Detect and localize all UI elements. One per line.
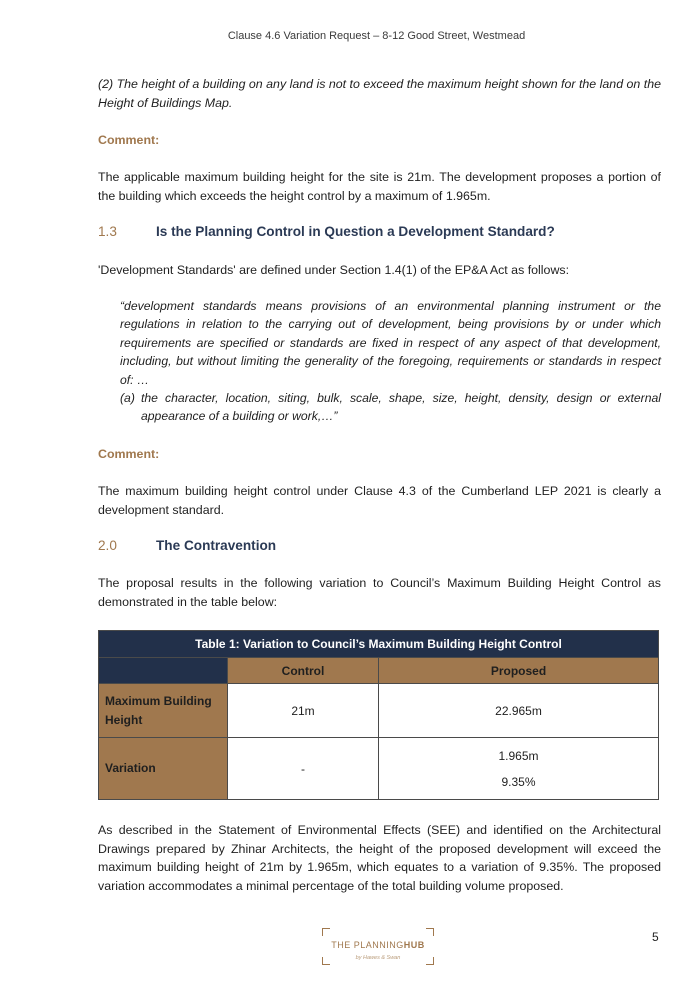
comment-label-1: Comment: <box>98 133 160 147</box>
cell-proposed-max-height: 22.965m <box>379 684 659 738</box>
logo-tagline: by Hawes & Swan <box>355 955 401 961</box>
table-header-control: Control <box>228 658 379 684</box>
quote-main-text: “development standards means provisions of an environmental planning instrument or the regulations in relation to the carrying out of development, being provisions by or under which requirements are specified or standards are fixed in respect of any aspect of that development, including, but without limiting the generality of the foregoing, requirements or standards in respect of: … <box>120 299 661 387</box>
comment-label-2: Comment: <box>98 447 160 461</box>
variation-table <box>98 630 659 800</box>
cell-proposed-variation <box>379 738 659 800</box>
final-paragraph: As described in the Statement of Environmental Effects (SEE) and identified on the Architectural Drawings prepared by Zhinar Architects, the height of the proposed development will exceed the maximum building height of 21m by 1.965m, which equates to a variation of 9.35%. The proposed variation accommodates a minimal percentage of the total building volume proposed. <box>98 823 661 893</box>
page-number: 5 <box>652 930 659 944</box>
table-row <box>99 684 659 738</box>
proposal-text: The proposal results in the following variation to Council’s Maximum Building Height Control as demonstrated in the table below: <box>98 576 661 609</box>
comment-1-text: The applicable maximum building height for the site is 21m. The development proposes a portion of the building which exceeds the height control by a maximum of 1.965m. <box>98 170 661 203</box>
section-1-3-number: 1.3 <box>98 224 117 239</box>
quote-item-a <box>120 389 661 426</box>
cell-control-variation: - <box>228 738 379 800</box>
clause-2-text: (2) The height of a building on any land is not to exceed the maximum height shown for the land on the Height of Buildings Map. <box>98 77 661 110</box>
row-label-max-height: Maximum Building Height <box>99 684 228 738</box>
comment-2-text: The maximum building height control under Clause 4.3 of the Cumberland LEP 2021 is clearly a development standard. <box>98 484 661 517</box>
section-2-0-number: 2.0 <box>98 538 117 553</box>
table-title: Table 1: Variation to Council’s Maximum Building Height Control <box>99 631 659 658</box>
definition-intro-text: 'Development Standards' are defined under Section 1.4(1) of the EP&A Act as follows: <box>98 263 570 277</box>
table-header-row <box>99 658 659 684</box>
section-1-3-title: Is the Planning Control in Question a Development Standard? <box>156 224 555 239</box>
quote-item-a-label: (a) <box>120 391 135 405</box>
quote-item-a-text: the character, location, siting, bulk, scale, shape, size, height, density, design or external appearance of a building or work,…” <box>141 391 661 424</box>
planning-hub-logo <box>322 928 434 965</box>
table-header-proposed: Proposed <box>379 658 659 684</box>
variation-percent: 9.35% <box>501 774 536 789</box>
table-header-blank <box>99 658 228 684</box>
row-label-variation: Variation <box>99 738 228 800</box>
logo-wordmark: THE PLANNINGHUB <box>331 940 425 950</box>
variation-metres: 1.965m <box>498 748 539 763</box>
table-row <box>99 738 659 800</box>
cell-control-max-height: 21m <box>228 684 379 738</box>
page-header: Clause 4.6 Variation Request – 8-12 Good Street, Westmead <box>227 30 526 42</box>
section-2-0-title: The Contravention <box>156 538 277 553</box>
